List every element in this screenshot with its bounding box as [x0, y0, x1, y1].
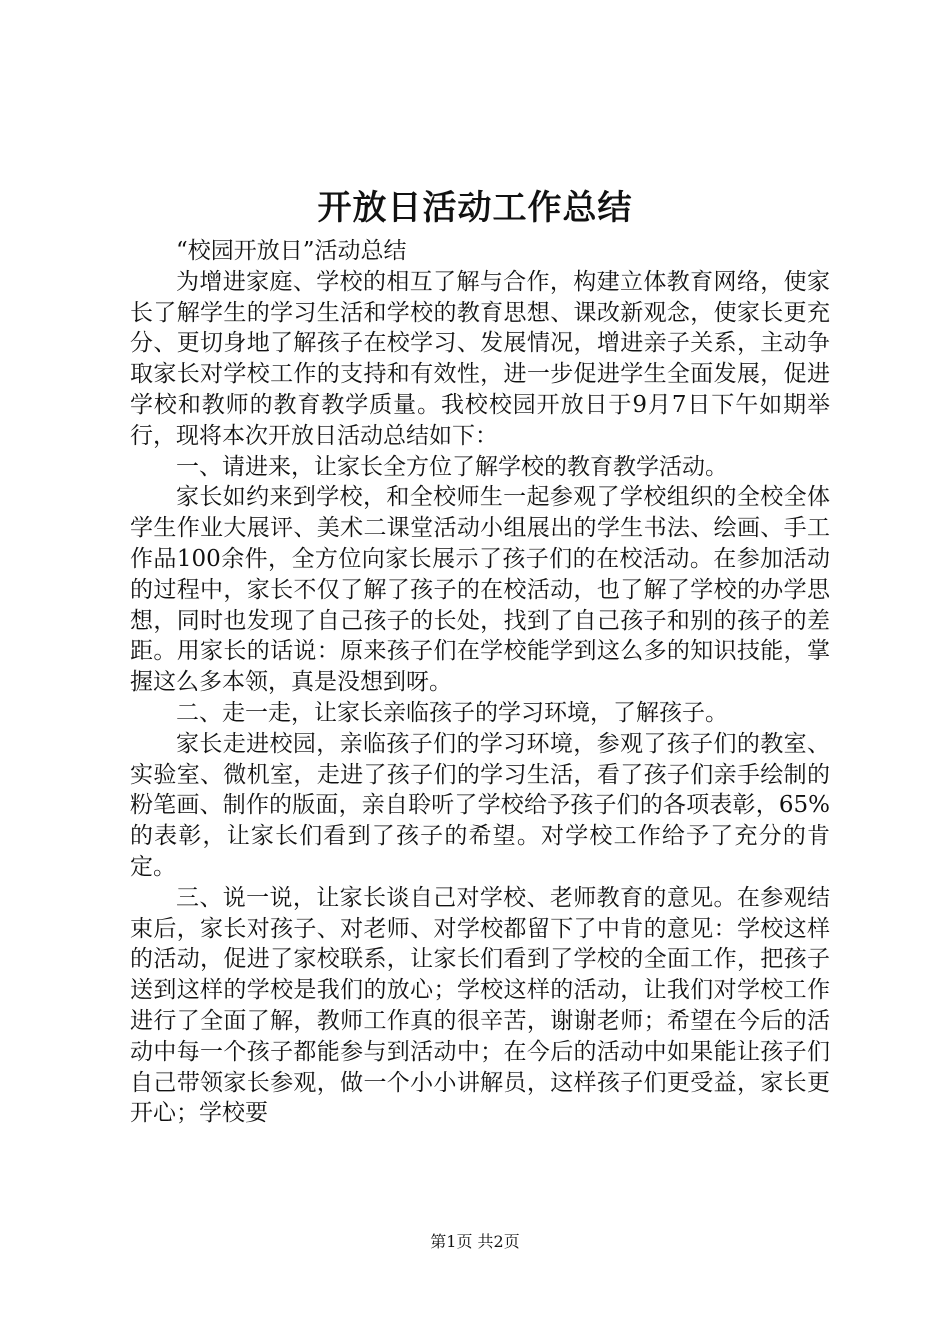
- section-three-paragraph: 三、说一说，让家长谈自己对学校、老师教育的意见。在参观结束后，家长对孩子、对老师、对学校都留下了中肯的意见：学校这样的活动，促进了家校联系，让家长们看到了学校的全面工作，把孩子送到这样的学校是我们的放心；学校这样的活动，让我们对学校工作进行了全面了解，教师工作真的很辛苦，谢谢老师；希望在今后的活动中每一个孩子都能参与到活动中；在今后的活动中如果能让孩子们自己带领家长参观，做一个小小讲解员，这样孩子们更受益，家长更开心；学校要: [130, 884, 830, 1127]
- section-one-heading: 一、请进来，让家长全方位了解学校的教育教学活动。: [176, 453, 728, 480]
- section-two-heading: 二、走一走，让家长亲临孩子的学习环境，了解孩子。: [176, 699, 728, 726]
- document-title: 开放日活动工作总结: [317, 188, 633, 228]
- section-one-paragraph: 家长如约来到学校，和全校师生一起参观了学校组织的全校全体学生作业大展评、美术二课堂活动小组展出的学生书法、绘画、手工作品100余件，全方位向家长展示了孩子们的在校活动。在参加活动的过程中，家长不仅了解了孩子的在校活动，也了解了学校的办学思想，同时也发现了自己孩子的长处，找到了自己孩子和别的孩子的差距。用家长的话说：原来孩子们在学校能学到这么多的知识技能，掌握这么多本领，真是没想到呀。: [130, 484, 830, 696]
- subtitle-paragraph: “校园开放日”活动总结: [176, 238, 407, 264]
- intro-paragraph: 为增进家庭、学校的相互了解与合作，构建立体教育网络，使家长了解学生的学习生活和学校的教育思想、课改新观念，使家长更充分、更切身地了解孩子在校学习、发展情况，增进亲子关系，主动争取家长对学校工作的支持和有效性，进一步促进学生全面发展，促进学校和教师的教育教学质量。我校校园开放日于9月7日下午如期举行，现将本次开放日活动总结如下：: [130, 268, 830, 449]
- page-number-footer: 第1页 共2页: [430, 1232, 520, 1251]
- section-two-paragraph: 家长走进校园，亲临孩子们的学习环境，参观了孩子们的教室、实验室、微机室，走进了孩子们的学习生活，看了孩子们亲手绘制的粉笔画、制作的版面，亲自聆听了学校给予孩子们的各项表彰，65%的表彰，让家长们看到了孩子的希望。对学校工作给予了充分的肯定。: [130, 730, 830, 880]
- document-body: [130, 236, 830, 1129]
